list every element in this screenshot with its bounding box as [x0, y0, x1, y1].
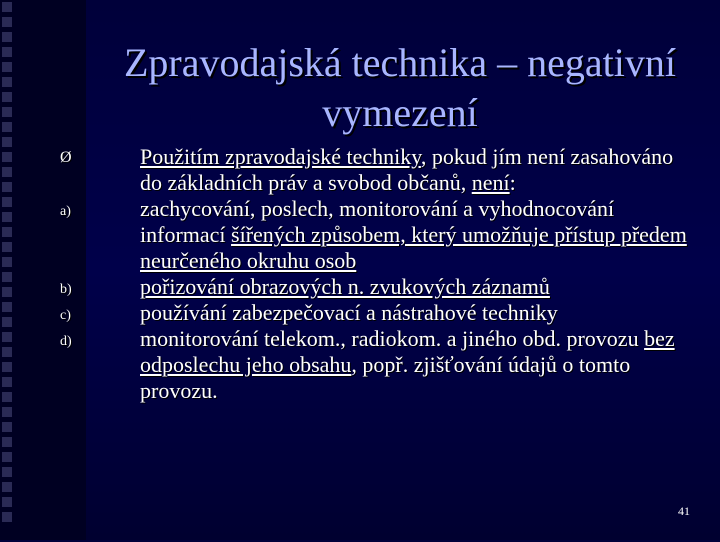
slide-title: Zpravodajská technika – negativní vymezení — [123, 40, 677, 135]
decor-square — [2, 497, 12, 507]
decor-square — [2, 452, 12, 462]
decor-square — [2, 32, 12, 42]
decor-square — [2, 347, 12, 357]
decor-squares — [2, 0, 20, 542]
decor-square — [2, 467, 12, 477]
decor-square — [2, 407, 12, 417]
list-marker: b) — [60, 282, 72, 297]
decor-square — [2, 197, 12, 207]
decor-square — [2, 47, 12, 57]
decor-square — [2, 377, 12, 387]
decor-square — [2, 482, 12, 492]
list-marker: d) — [60, 334, 72, 349]
underlined-text: šířených způsobem, který umožňuje přístup předem neurčeného okruhu osob — [140, 222, 687, 273]
decor-square — [2, 182, 12, 192]
decor-square — [2, 242, 12, 252]
decor-square — [2, 107, 12, 117]
list-marker: a) — [60, 204, 71, 219]
list-item — [60, 196, 700, 274]
underlined-text: pořizování obrazových n. zvukových záznamů — [140, 274, 550, 299]
item-text: monitorování telekom., radiokom. a jiného obd. provozu — [140, 326, 645, 351]
decor-square — [2, 362, 12, 372]
list-item — [60, 144, 700, 196]
decor-square — [2, 212, 12, 222]
decor-square — [2, 152, 12, 162]
decor-square — [2, 302, 12, 312]
decor-square — [2, 167, 12, 177]
decor-square — [2, 422, 12, 432]
item-text: používání zabezpečovací a nástrahové techniky — [140, 300, 558, 325]
list-item — [60, 326, 700, 404]
list-item — [60, 274, 700, 300]
item-text: , popř. zjišťování údajů o tomto provozu. — [140, 352, 631, 403]
decor-square — [2, 272, 12, 282]
decor-square — [2, 512, 12, 522]
item-text: : — [509, 170, 516, 195]
decor-square — [2, 77, 12, 87]
decor-square — [2, 317, 12, 327]
slide-content — [60, 144, 700, 404]
underlined-text: Použitím zpravodajské techniky — [140, 144, 421, 169]
decor-square — [2, 62, 12, 72]
underlined-text: není — [471, 170, 510, 195]
list-marker: c) — [60, 308, 71, 323]
decor-square — [2, 227, 12, 237]
decor-square — [2, 2, 12, 12]
decor-square — [2, 392, 12, 402]
arrow-bullet-icon: Ø — [60, 149, 72, 166]
item-text: , pokud jím není zasahováno do základních práv a svobod občanů, — [140, 144, 674, 195]
decor-square — [2, 137, 12, 147]
underlined-text: bez odposlechu jeho obsahu — [140, 326, 675, 377]
decor-square — [2, 257, 12, 267]
decor-square — [2, 287, 12, 297]
decor-square — [2, 122, 12, 132]
item-text: zachycování, poslech, monitorování a vyhodnocování informací — [140, 196, 615, 247]
decor-square — [2, 437, 12, 447]
list-item — [60, 300, 700, 326]
page-number: 41 — [678, 504, 690, 518]
decor-square — [2, 17, 12, 27]
decor-square — [2, 92, 12, 102]
decor-square — [2, 332, 12, 342]
